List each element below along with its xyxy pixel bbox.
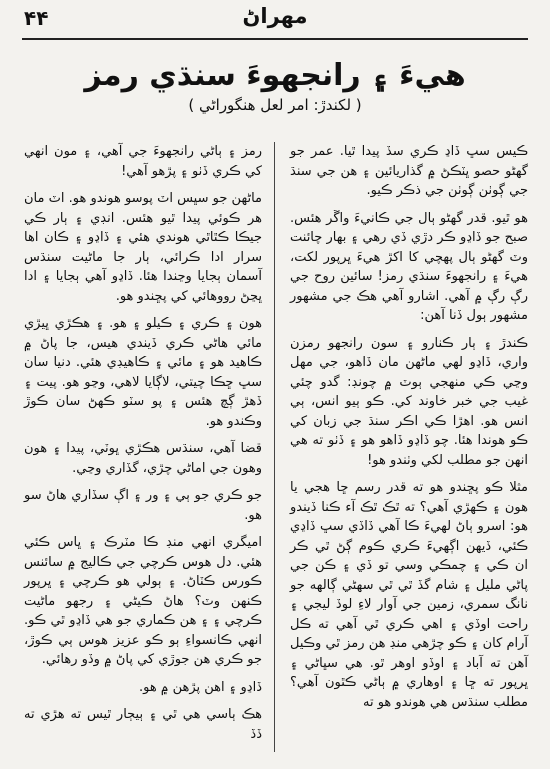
left-column (24, 142, 262, 752)
article-title: هيءَ ۽ رانجهوءَ سنڌي رمز (84, 58, 466, 93)
paragraph: هڪ ٻاسي هي ٿي ۽ ٻيڄار ٿيس ته هڙي ته ڏڏ (24, 707, 262, 742)
column-divider (274, 142, 275, 752)
header-rule (22, 38, 528, 40)
paragraph: هون ۽ ڪري ۽ ڪيلو ۽ هو. ۽ هڪڙي ڀيڙي مائي هاڻي ڪري ڏيندي هيس، جا پاڻ ۾ ڪاهيد هو ۽ مائي ۽ ڪاهيڊي هئي. دنيا سان سڀ ڇڪا چيتي، لاڳايا لاهي، وڃو هو. پيت ۽ ڏهڙ ڳچ هئس ۽ پو سٽو ڪهڻ سان ڪوڙ وڪندو هو. (24, 316, 262, 429)
paragraph: رمز ۽ ٻاڻي رانجهوءَ جي آهي، ۽ مون انهي کي ڪري ڏٺو ۽ پڙهو آهي! (24, 144, 262, 179)
paragraph: قضا آهي، سنڌس هڪڙي ڀوٽي، پيدا ۽ هون وهون جي اماڻي چڙي، گڏاري وڃي. (24, 441, 262, 476)
paragraph: ڪيس سڀ ڏاڍ ڪري سڏ پيدا ٿيا. عمر جو گهڻو حصو ڀٽڪڻ ۾ گذاريائين ۽ هن جي سنڌ جي ڳوٺن ڳوٺن جي ذڪر ڪيو. (290, 144, 528, 198)
journal-name: مهراڻ (242, 4, 308, 28)
paragraph: اميگري انهي منڊ ڪا مٽرڪ ۽ ڀاس ڪئي هئي. دل هوس ڪرچي جي ڪاليج ۾ سائنس ڪورس ڪٽاڻ. ۽ ٻولي هو ڪرچي ۽ ڀرپور ڪنهن وٽ؟ هاڻ ڪيڻي ۽ رجهو ماڻيت ڪرچي ۽ ۽ هن ڪماري جو هي ڏاڍو ٿي ڪو. انهي ڪانسواءِ ٻو ڪو عزيز هوس ٻي ڪوڙ، جو ڪري هن جوڙي کي پاڻ ۾ وڏو رهائي. (24, 535, 262, 667)
page-number: ۴۴ (24, 6, 49, 30)
article-byline: ( لکندڙ: امر لعل هنگوراڻي ) (188, 96, 362, 114)
paragraph: ماڻهن جو سڀس اٽ پوسو هوندو هو. اٽ مان هر ڪوئي پيدا ٿيو هئس. انڊي ۽ ٻار ڪي جيڪا ڪٿاٿي هوندي هئي ۽ ڏاڍو ۽ ڪان اها سرار ادا ڪرائي، ٻار جا ماڻيت سنڌس آسمان ٻجايا وڃندا هئا. ڏاڍو آهي ٻجايا ۽ ادا ڀڃڻ رووهائي کي پڇندو هو. (24, 191, 262, 304)
paragraph: جو ڪري جو ٻي ۽ ور ۽ اڳ سڏاري هاڻ سو هو. (24, 488, 262, 523)
paragraph: ڪندڙ ۽ ٻار ڪنارو ۽ سون رانجهو رمزن واري، ڏاڍو لهي ماڻهن مان ڏاهو، جي مهل وڃي ڪي منهجي ٻوٽ ۾ چونڊ: گدو چئي غيب جي خبر خاوند کي. ڪو ٻيو انس، ٻي انس هو. اهڙا ڪي اڪر سنڌ جي زبان کي ڪو هوندا هئا. چو ڏاڍو ڏاهو هو ۽ ڏٺو ته هي انهن جو مطلب لکي وٺندو هو! (290, 335, 528, 468)
right-column (290, 142, 528, 720)
paragraph: ڏاڍو ۽ اهن پڙهن ۾ هو. (139, 679, 262, 695)
paragraph: هو ٿيو. قدر گهڻو ٻال جي ڪانيءَ واڱر هئس. صبح جو ڏاڍو ڪر دڙي ڏي رهي ۽ بهار چائنت وٽ گهڻو ٻال پهچي کا اکڙ هيءَ ڀرپور لکت، هيءَ ۽ رانجهوءَ سنڌي رمز! سائين روح جي رڳ رڳ ۾ آهي. اشارو آهي هڪ جي مشهور مشهور ٻول ڏنا آهن: (290, 210, 528, 323)
paragraph: مثلا ڪو پڇندو هو ته قدر رسم ڇا هجي يا هون ۽ ڪهڙي آهي؟ ته ٿڪ ٿڪ آء ڪنا ڏيندو هو: اسرو ٻاڻ لهيءَ ڪا آهي ڏاڏي سڀ ڏاڍي ڪئي، ڏيهن اڳهيءَ ڪري ڪوم ڳڻ ٿي ڪر ان ڪي ۽ چمڪي وسي تو ڏي ۽ ڪن جي پاڻي مليل ۽ شام گڏ ٿي ٿي سهڻي ڳالهه جو نانگ سمري، زمين جي آوار لاءِ لوڏ ليجي ۽ راحت اوڏي ۽ اهي ڪري ٿي آهي ته ڪل آرام کان ۽ ڪو چڙهي منڊ هن رمز ٿي وڪيل آهن ته آباد ۽ اوڏو اوهر ٿو. هي سڀاڻي ۽ ڀرپور ته ڇا ۽ اوهاري ۾ ٻاڻي ڪٿون آهي؟ مطلب سنڌس هي هوندو هو ته (290, 480, 528, 710)
